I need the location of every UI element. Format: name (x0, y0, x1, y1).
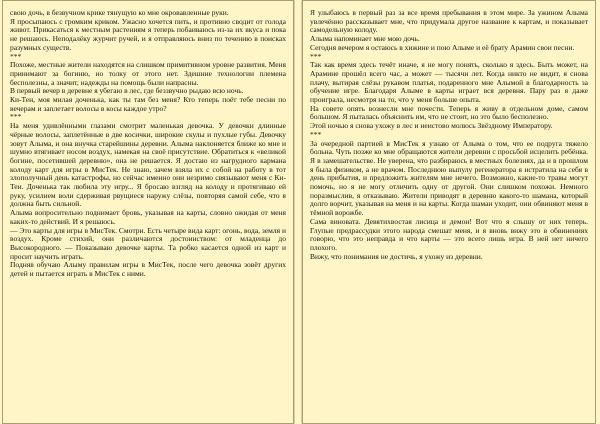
paragraph: За очередной партией в МисТек я узнаю от Алыма о том, что ее подруга тяжело больна. Чуть позже ко мне обращаются жители деревни с просьбой исцелить ребёнка. Я в замешательстве. Не уверена, что разбираюсь в местных болезнях, да и в прошлом я была физиком, а не врачом. Последнюю выпулу регенератора я истратила на себя в день прибытия, и предложить жителям мне нечего. Возможно, какие-то травы могут помочь, но я не могу отличить одну от другой. Они слишком похожи. Немного поразмыслив, я отказываю. Жители приводят в деревню какого-то шамана, который долго ворчит, указывая на меня и на карты. Когда шаман уходит, они обвиняют меня в тёмной ворожбе. (310, 138, 588, 218)
paragraph: Похоже, местные жители находятся на слишком примитивном уровне развития. Меня принимают за богиню, но толку от этого нет. Здешние технологии племена бесполезны, а значит, надежды на помощь были напрасны. (10, 60, 286, 87)
paragraph: Вижу, что понимания не достичь, я ухожу из деревни. (310, 251, 483, 261)
paragraph: Ки-Теи, моя милая доченька, как ты там без меня? Кто теперь поёт тебе песни по вечерам и заплетает волосы в косы каждое утро? (10, 95, 286, 113)
section-separator: *** (310, 129, 322, 139)
paragraph: Подняв обучаю Алыму правилам игры в МисТек, после чего девочка зовёт других детей и пытается играть в МисТек с ними. (10, 260, 286, 279)
section-separator: *** (310, 51, 322, 61)
paragraph: Этой ночью я снова ухожу в лес и неистово молюсь Звёздному Императору. (310, 121, 553, 131)
left-page-text (3, 1, 293, 279)
paragraph: В первый вечер в деревне я убегаю в лес, где беззвучно рыдаю всю ночь. (10, 86, 244, 96)
paragraph: Сегодня вечером я остаюсь в хижине и пою Алыме и её брату Арамин свои песни. (310, 42, 575, 52)
paragraph: Я просыпаюсь с громким криком. Ужасно хочется пить, и противно сводит от голода живот. Прикасаться к местным растениям я теперь побаиваюсь из-за их вкуса и пока не решаюсь. Неподалёку журчит ручей, и я отправляюсь вниз по течению в поисках разумных существ. (10, 16, 286, 52)
book-gutter (294, 0, 302, 424)
paragraph: — Это карты для игры в МисТек. Смотри. Есть четыре вида карт: огонь, вода, земля и воздух. Кроме стихий, они различаются достоинством: от младенца до Высокородного. — Показываю девочке карты. Та робко касается одной из карт и просит научить играть. (10, 225, 286, 261)
paragraph: Так как время здесь течёт иначе, я не могу понять, сколько я здесь. Быть может, на Арамине прошёл всего час, а может — тысячи лет. Когда никто не видит, я снова плачу, вытирая слёзы рукавом платья, подаренного мне Алымой в благодарность за обучение игре. Благодаря Алыме в карты играет вся деревня. Пару раз я даже проиграла, несмотря на то, что у меня больше опыта. (310, 60, 588, 105)
paragraph: Алыма напоминает мне мою дочь. (310, 34, 420, 44)
paragraph: Сама виновата. Девятихвостая лисица и демон! Вот что я слышу от них теперь. Глупые предрассудки этого народа смешат меня, и я вновь вижу это в обвинениях говорю, что это неправда и что карты — это всего лишь игра. В ней нет ничего плохого. (310, 216, 588, 252)
left-page (2, 0, 294, 424)
section-separator: *** (10, 51, 22, 61)
right-page-text (303, 1, 595, 261)
section-separator: *** (10, 112, 22, 122)
paragraph: свою дочь, в безвучном крике тянущую ко мне окровавленные руки. (10, 8, 229, 17)
paragraph: Я улыбаюсь в первый раз за все время пребывания в этом мире. За ужином Алыма увлечённо рассказывает мне, что придумала другое название к картам, и показывает самодельную колоду. (310, 8, 588, 35)
paragraph: Алыма вопросительно поднимает бровь, указывая на карты, словно ожидая от меня каких-то действий. И я решаюсь. (10, 208, 286, 226)
paragraph: На меня удивлёнными глазами смотрит маленькая девочка. У девочки длинные чёрные волосы, заплетённые в две косички, широкие скулы и пухлые губы. Девочку зовут Алыма, и она внучка старейшины деревни. Алыма наклоняется ближе ко мне и шумно втягивает носом воздух, намекая на своё присутствие. Обратиться к «великой богине, посетившей деревню», она не решается. Я достаю из нагрудного кармана колоду карт для игры в МисТек. Не знаю, зачем взяла их с собой на работу в тот злополучный день катастрофы, но сейчас именно они незримо связывают меня с Ки-Теи. Доченька так любила эту игру... Я бросаю взгляд на колоду и протягиваю ей руку, усилием воли сдерживая рвущиеся наружу слёзы, повторяя самой себе, что я должна быть сильной. (10, 121, 286, 209)
paragraph: На совете опять вознесли мне почести. Теперь я живу в отдельном доме, самом большом. Я пыталась объяснить им, что не стоит, но это было бесполезно. (310, 103, 588, 122)
right-page (302, 0, 596, 424)
